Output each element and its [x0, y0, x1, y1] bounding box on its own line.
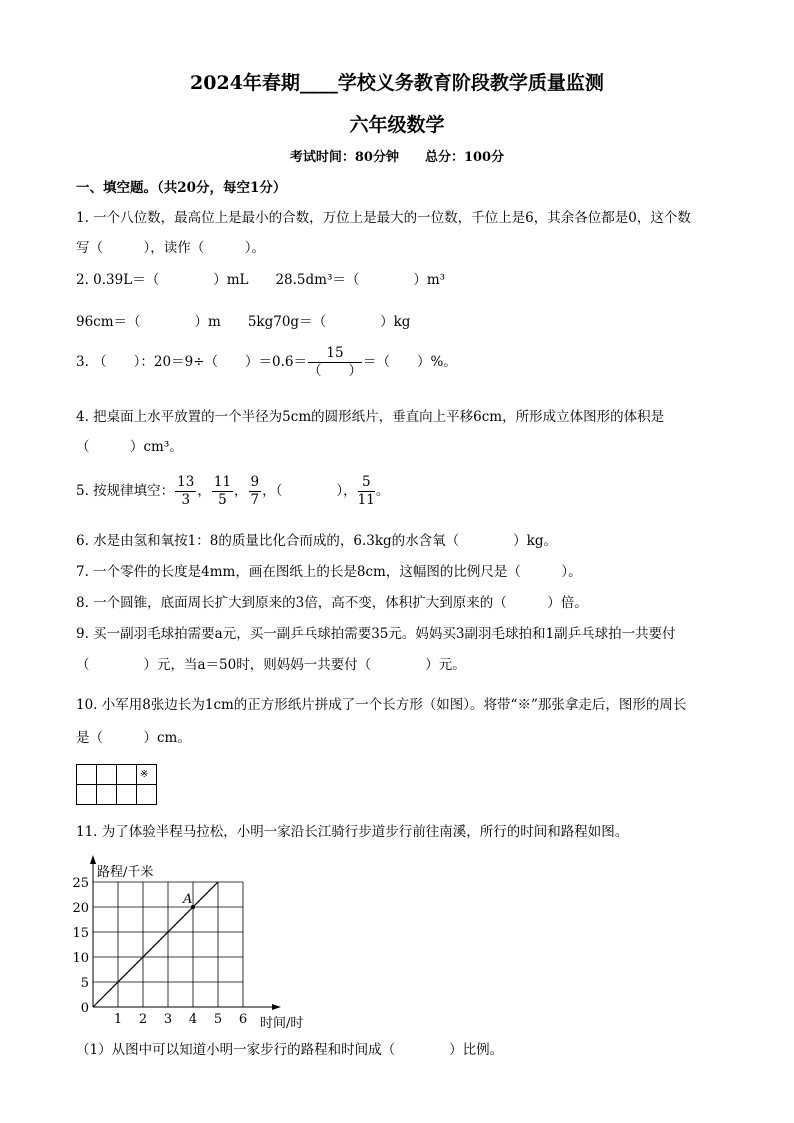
q1-line2: 写（ ），读作（ ）。 — [76, 240, 265, 256]
y-tick-label: 25 — [72, 876, 89, 891]
y-axis-label: 路程/千米 — [97, 865, 154, 880]
y-tick-label: 15 — [72, 926, 89, 941]
y-tick-label: 0 — [80, 1001, 89, 1016]
q11-sub1: （1）从图中可以知道小明一家步行的路程和时间成（ ）比例。 — [76, 1042, 504, 1058]
distance-time-chart — [60, 852, 330, 1032]
removed-square-mark: ※ — [140, 769, 149, 780]
q7: 7. 一个零件的长度是4mm，画在图纸上的长是8cm，这幅图的比例尺是（ ）。 — [76, 564, 582, 580]
q9-line1: 9. 买一副羽毛球拍需要a元，买一副乒乓球拍需要35元。妈妈买3副羽毛球拍和1副乒乓球拍一共要付 — [76, 626, 676, 642]
q3-frac-den: （ ） — [307, 363, 362, 379]
q1-line1: 1. 一个八位数，最高位上是最小的合数，万位上是最大的一位数，千位上是6，其余各位都是0，这个数 — [76, 210, 691, 226]
exam-subtitle: 六年级数学 — [349, 114, 445, 136]
q5-frac-2: $\frac{11}{5}$ — [213, 474, 232, 508]
q3 — [76, 345, 457, 380]
q10-line2: 是（ ）cm。 — [76, 730, 191, 746]
q3-post: ＝（ ）%。 — [362, 354, 457, 370]
q5-blank: ，（ ）， — [262, 483, 357, 499]
q5-end: 。 — [375, 483, 390, 499]
exam-title: 2024年春期____学校义务教育阶段教学质量监测 — [190, 72, 604, 94]
x-tick-label: 5 — [213, 1012, 223, 1027]
q4-line2: （ ）cm³。 — [76, 439, 183, 455]
q9-line2: （ ）元，当a＝50时，则妈妈一共要付（ ）元。 — [76, 657, 466, 673]
y-tick-label: 5 — [80, 976, 89, 991]
x-tick-label: 3 — [163, 1012, 173, 1027]
q8: 8. 一个圆锥，底面周长扩大到原来的3倍，高不变，体积扩大到原来的（ ）倍。 — [76, 595, 588, 611]
q4-line1: 4. 把桌面上水平放置的一个半径为5cm的圆形纸片，垂直向上平移6cm，所形成立体图形的体积是 — [76, 409, 665, 425]
point-a-label: A — [183, 892, 193, 907]
y-tick-label: 20 — [72, 901, 89, 916]
section-heading: 一、填空题。（共20分，每空1分） — [76, 180, 287, 196]
q6: 6. 水是由氢和氧按1：8的质量比化合而成的，6.3kg的水含氧（ ）kg。 — [76, 533, 557, 549]
q2-line2: 96cm＝（ ）m 5kg70g＝（ ）kg — [76, 314, 411, 330]
x-tick-label: 2 — [138, 1012, 148, 1027]
series-line — [93, 882, 218, 1007]
x-tick-label: 1 — [113, 1012, 123, 1027]
q3-fraction — [308, 345, 362, 380]
q5-pre: 5. 按规律填空： — [76, 483, 175, 499]
q3-frac-num: 15 — [308, 345, 362, 363]
q5-frac-last: $\frac{5}{11}$ — [357, 474, 375, 508]
x-axis-arrow — [272, 1004, 281, 1010]
y-tick-label: 10 — [72, 951, 89, 966]
q2-line1: 2. 0.39L＝（ ）mL 28.5dm³＝（ ）m³ — [76, 272, 446, 288]
q11-line1: 11. 为了体验半程马拉松，小明一家沿长江骑行步道步行前往南溪，所行的时间和路程如图。 — [76, 824, 629, 840]
q10-line1: 10. 小军用8张边长为1cm的正方形纸片拼成了一个长方形（如图）。将带“※”那张拿走后，图形的周长 — [76, 697, 687, 713]
q5-frac-3: $\frac{9}{7}$ — [250, 474, 260, 508]
q5: 5. 按规律填空： $\frac{13}{3}$ ， $\frac{11}{5}$ ， $\frac{9}{7}$ ，（ ）， $\frac{5}{11}$ 。 — [76, 474, 390, 508]
x-tick-label: 6 — [238, 1012, 248, 1027]
q5-frac-1: $\frac{13}{3}$ — [177, 474, 195, 508]
q3-pre: 3. （ ）：20＝9÷（ ）＝0.6＝ — [76, 354, 307, 370]
exam-info: 考试时间：80分钟 总分：100分 — [289, 150, 505, 165]
x-axis-label: 时间/时 — [260, 1016, 304, 1031]
x-tick-label: 4 — [188, 1012, 198, 1027]
y-axis-arrow — [90, 855, 96, 864]
q10-rectangle-figure — [76, 764, 162, 806]
